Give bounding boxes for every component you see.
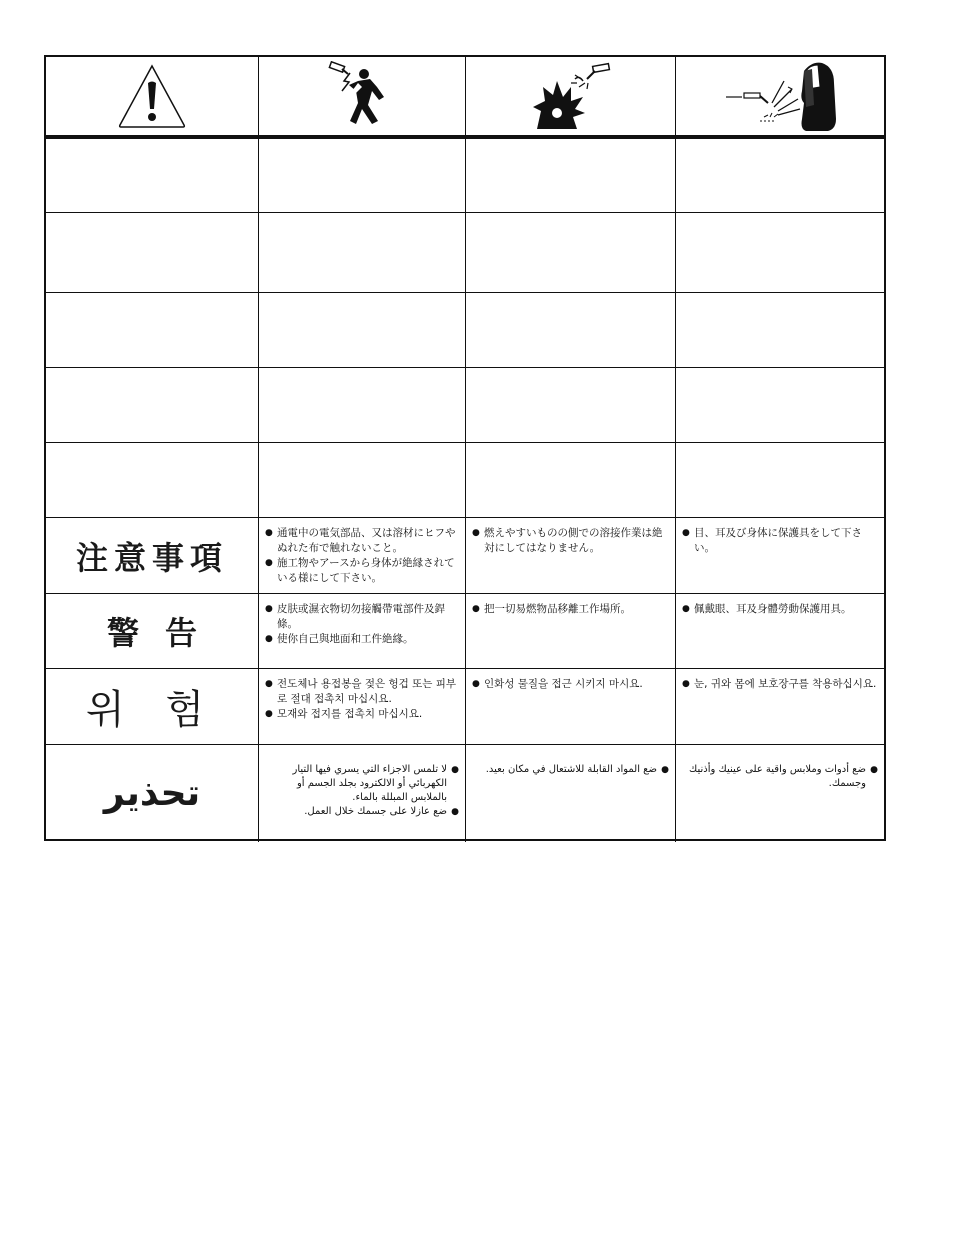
- bullet-item: ● لا تلمس الاجزاء التي يسري فيها التيار الكهربائي أو الالكترود بجلد الجسم أو بالملابس المبللة بالماء.: [265, 763, 459, 805]
- safety-warning-table: [44, 55, 886, 841]
- empty-cell: [46, 443, 259, 518]
- bullet-list: [682, 602, 878, 617]
- header-cell-fire-explosion: [466, 57, 676, 139]
- header-cell-electric-shock: [259, 57, 466, 139]
- empty-cell: [466, 368, 676, 443]
- japanese-electric-shock-text: [259, 518, 466, 594]
- bullet-list: [472, 526, 669, 556]
- arc-rays-face-shield-icon: [720, 59, 840, 133]
- warning-triangle-icon: [117, 63, 187, 129]
- empty-cell: [466, 213, 676, 293]
- bullet-list: [265, 602, 459, 647]
- empty-cell: [259, 368, 466, 443]
- empty-cell: [259, 213, 466, 293]
- empty-cell: [676, 443, 884, 518]
- bullet-item: ● 使你自己與地面和工件絶緣。: [265, 632, 459, 647]
- empty-cell: [466, 443, 676, 518]
- bullet-item: ● 인화성 물질을 접근 시키지 마시요.: [472, 677, 669, 692]
- bullet-item: ● 皮肤或濕衣物切勿接觸帶電部件及銲條。: [265, 602, 459, 632]
- bullet-list: [472, 677, 669, 692]
- bullet-item: ● 눈, 귀와 몸에 보호장구를 착용하십시요.: [682, 677, 878, 692]
- empty-cell: [676, 368, 884, 443]
- bullet-list: [682, 526, 878, 556]
- japanese-fire-text: [466, 518, 676, 594]
- bullet-item: ● 燃えやすいものの側での溶接作業は絶対にしてはなりません。: [472, 526, 669, 556]
- empty-cell: [676, 293, 884, 368]
- fire-explosion-icon: [531, 61, 611, 131]
- empty-cell: [46, 213, 259, 293]
- bullet-list: [682, 763, 878, 791]
- language-label-korean: 위 험: [46, 669, 259, 745]
- arabic-fire-text: [466, 745, 676, 842]
- bullet-list: [265, 763, 459, 819]
- empty-cell: [466, 293, 676, 368]
- bullet-item: ● 把一切易燃物品移離工作場所。: [472, 602, 669, 617]
- bullet-list: [265, 677, 459, 722]
- language-label-arabic: تحذير: [46, 745, 259, 842]
- bullet-item: ● 모재와 접지를 접촉치 마십시요.: [265, 707, 459, 722]
- header-cell-warning: [46, 57, 259, 139]
- empty-cell: [46, 368, 259, 443]
- korean-fire-text: [466, 669, 676, 745]
- header-cell-arc-rays: [676, 57, 884, 139]
- bullet-item: ● 目、耳及び身体に保護具をして下さい。: [682, 526, 878, 556]
- empty-cell: [46, 293, 259, 368]
- empty-cell: [259, 443, 466, 518]
- chinese-fire-text: [466, 594, 676, 669]
- bullet-item: ● ضع أدوات وملابس واقية على عينيك وأذنيك وجسمك.: [682, 763, 878, 791]
- language-label-japanese: 注意事項: [46, 518, 259, 594]
- arabic-electric-shock-text: [259, 745, 466, 842]
- bullet-list: [472, 763, 669, 777]
- bullet-item: ● 佩戴眼、耳及身體勞動保護用具。: [682, 602, 878, 617]
- bullet-item: ● 전도체나 용접봉을 젖은 헝겁 또는 피부로 절대 접촉치 마십시요.: [265, 677, 459, 707]
- arabic-arc-rays-text: [676, 745, 884, 842]
- empty-cell: [676, 213, 884, 293]
- bullet-item: ● 施工物やアースから身体が絶縁されている様にして下さい。: [265, 556, 459, 586]
- electric-shock-icon: [322, 61, 402, 131]
- bullet-list: [265, 526, 459, 586]
- bullet-item: ● ضع المواد القابلة للاشتعال في مكان بعيد.: [472, 763, 669, 777]
- empty-cell: [676, 139, 884, 213]
- empty-cell: [466, 139, 676, 213]
- korean-arc-rays-text: [676, 669, 884, 745]
- korean-electric-shock-text: [259, 669, 466, 745]
- bullet-list: [472, 602, 669, 617]
- bullet-list: [682, 677, 878, 692]
- empty-cell: [259, 139, 466, 213]
- language-label-chinese: 警告: [46, 594, 259, 669]
- empty-cell: [46, 139, 259, 213]
- bullet-item: ● 通電中の電気部品、又は溶材にヒフやぬれた布で触れないこと。: [265, 526, 459, 556]
- chinese-electric-shock-text: [259, 594, 466, 669]
- japanese-arc-rays-text: [676, 518, 884, 594]
- chinese-arc-rays-text: [676, 594, 884, 669]
- empty-cell: [259, 293, 466, 368]
- bullet-item: ● ضع عازلا على جسمك خلال العمل.: [265, 805, 459, 819]
